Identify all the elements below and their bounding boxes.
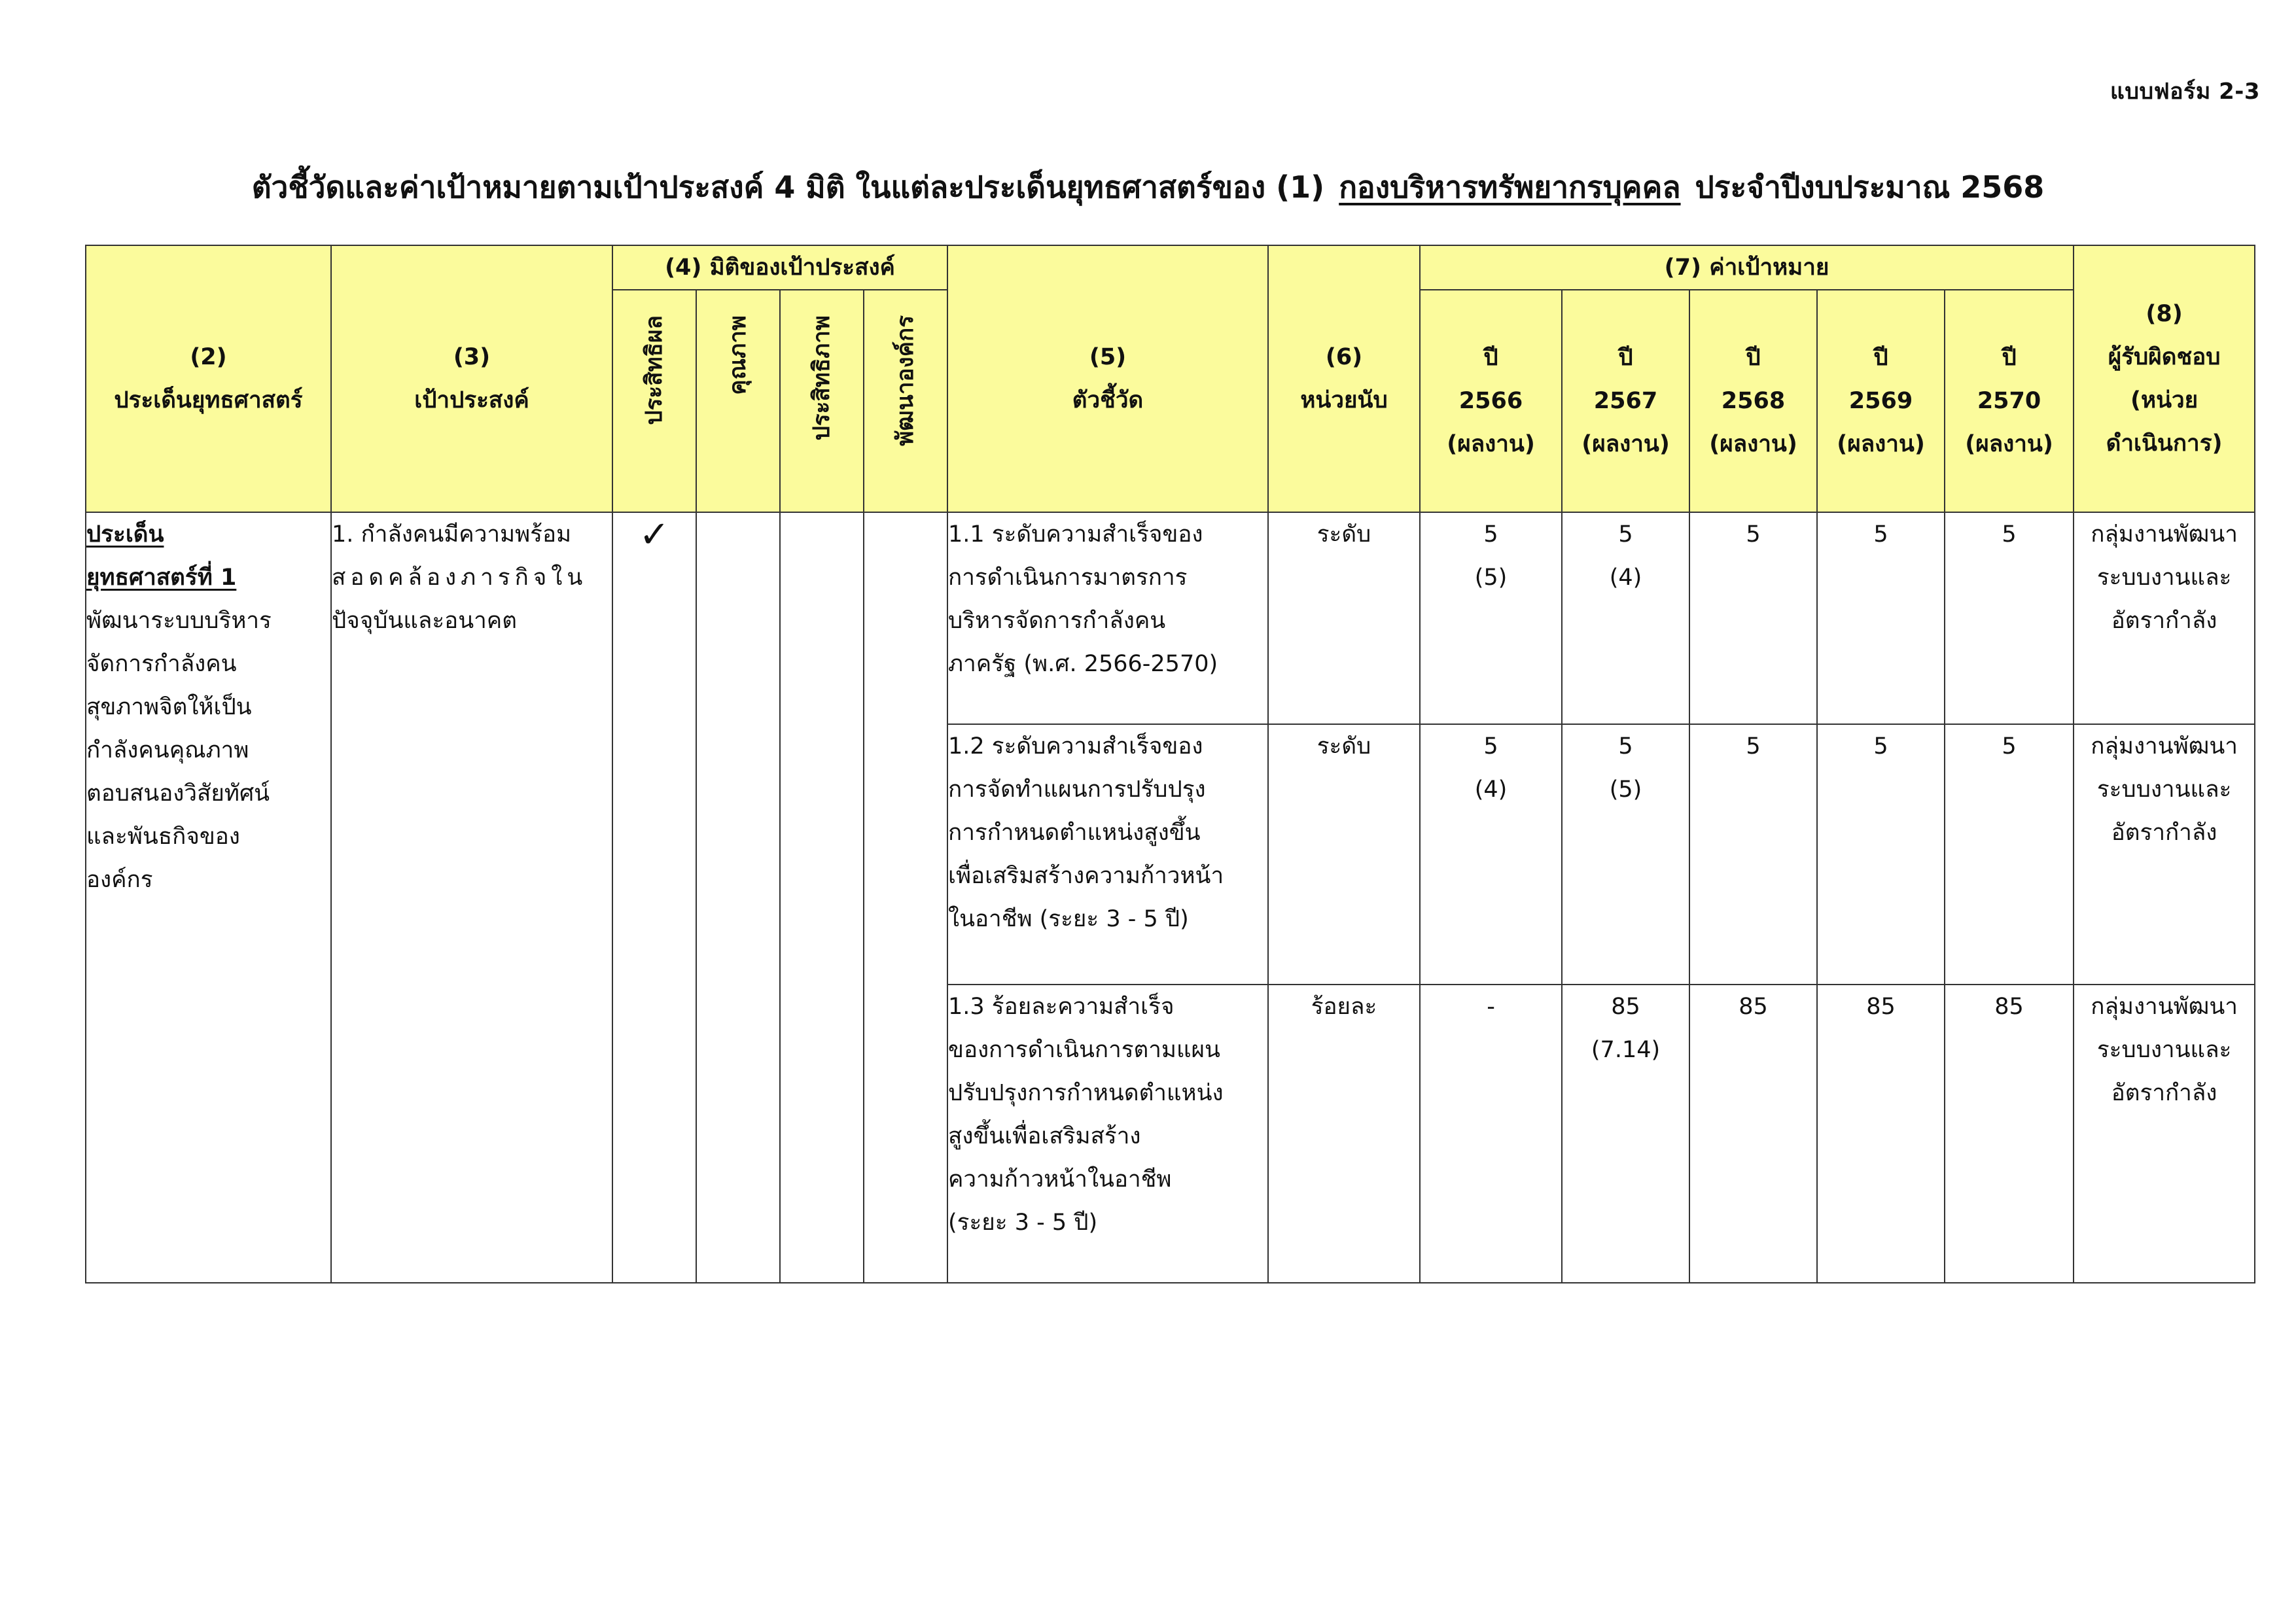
header-goal: (3) เป้าประสงค์ bbox=[331, 245, 612, 512]
kpi-table bbox=[85, 245, 2255, 1283]
table-row bbox=[86, 512, 2255, 724]
target-2569-cell: 5 bbox=[1817, 724, 1945, 985]
responsible-cell: กลุ่มงานพัฒนา ระบบงานและ อัตรากำลัง bbox=[2074, 985, 2255, 1283]
unit-cell: ระดับ bbox=[1268, 512, 1420, 724]
header-responsible: (8) ผู้รับผิดชอบ (หน่วย ดำเนินการ) bbox=[2074, 245, 2255, 512]
title-part-1: ตัวชี้วัดและค่าเป้าหมายตามเป้าประสงค์ 4 มิติ ในแต่ละประเด็นยุทธศาสตร์ของ (1) bbox=[251, 169, 1325, 205]
header-unit: (6) หน่วยนับ bbox=[1268, 245, 1420, 512]
target-2570-cell: 5 bbox=[1945, 724, 2074, 985]
target-2569-cell: 85 bbox=[1817, 985, 1945, 1283]
target-2567-cell: 5 (4) bbox=[1562, 512, 1689, 724]
target-2568-cell: 5 bbox=[1689, 724, 1817, 985]
header-year-2568: ปี 2568 (ผลงาน) bbox=[1689, 290, 1817, 512]
dimension-quality-cell bbox=[696, 512, 780, 1283]
dimension-effectiveness-cell bbox=[612, 512, 696, 1283]
target-2568-cell: 85 bbox=[1689, 985, 1817, 1283]
header-year-2566: ปี 2566 (ผลงาน) bbox=[1420, 290, 1562, 512]
responsible-cell: กลุ่มงานพัฒนา ระบบงานและ อัตรากำลัง bbox=[2074, 512, 2255, 724]
responsible-cell: กลุ่มงานพัฒนา ระบบงานและ อัตรากำลัง bbox=[2074, 724, 2255, 985]
header-indicator: (5) ตัวชี้วัด bbox=[947, 245, 1268, 512]
target-2566-cell: 5 (5) bbox=[1420, 512, 1562, 724]
indicator-cell: 1.3 ร้อยละความสำเร็จ ของการดำเนินการตามแผน ปรับปรุงการกำหนดตำแหน่ง สูงขึ้นเพื่อเสริมสร้าง ความก้าวหน้าในอาชีพ (ระยะ 3 - 5 ปี) bbox=[947, 985, 1268, 1283]
form-number: แบบฟอร์ม 2-3 bbox=[2110, 79, 2260, 105]
target-2566-cell: - bbox=[1420, 985, 1562, 1283]
header-dimension-efficiency: ประสิทธิภาพ bbox=[780, 290, 864, 512]
header-year-2567: ปี 2567 (ผลงาน) bbox=[1562, 290, 1689, 512]
document-title bbox=[0, 164, 2296, 211]
goal-cell: 1. กำลังคนมีความพร้อม สอดคล้องภารกิจใน ปัจจุบันและอนาคต bbox=[331, 512, 612, 1283]
target-2570-cell: 5 bbox=[1945, 512, 2074, 724]
header-dimension-quality: คุณภาพ bbox=[696, 290, 780, 512]
indicator-cell: 1.2 ระดับความสำเร็จของ การจัดทำแผนการปรับปรุง การกำหนดตำแหน่งสูงขึ้น เพื่อเสริมสร้างความก้าวหน้า ในอาชีพ (ระยะ 3 - 5 ปี) bbox=[947, 724, 1268, 985]
header-dimensions: (4) มิติของเป้าประสงค์ bbox=[612, 245, 947, 290]
target-2567-cell: 85 (7.14) bbox=[1562, 985, 1689, 1283]
dimension-efficiency-cell bbox=[780, 512, 864, 1283]
dimension-org-development-cell bbox=[864, 512, 947, 1283]
target-2570-cell: 85 bbox=[1945, 985, 2074, 1283]
indicator-cell: 1.1 ระดับความสำเร็จของ การดำเนินการมาตรการ บริหารจัดการกำลังคน ภาครัฐ (พ.ศ. 2566-2570) bbox=[947, 512, 1268, 724]
header-strategic-issue: (2) ประเด็นยุทธศาสตร์ bbox=[86, 245, 331, 512]
header-targets: (7) ค่าเป้าหมาย bbox=[1420, 245, 2074, 290]
header-year-2569: ปี 2569 (ผลงาน) bbox=[1817, 290, 1945, 512]
target-2569-cell: 5 bbox=[1817, 512, 1945, 724]
target-2567-cell: 5 (5) bbox=[1562, 724, 1689, 985]
unit-cell: ระดับ bbox=[1268, 724, 1420, 985]
header-dimension-effectiveness: ประสิทธิผล bbox=[612, 290, 696, 512]
strategic-issue-cell: ประเด็น ยุทธศาสตร์ที่ 1 พัฒนาระบบบริหาร จัดการกำลังคน สุขภาพจิตให้เป็น กำลังคนคุณภาพ ตอบสนองวิสัยทัศน์ และพันธกิจของ องค์กร bbox=[86, 512, 331, 1283]
unit-cell: ร้อยละ bbox=[1268, 985, 1420, 1283]
header-year-2570: ปี 2570 (ผลงาน) bbox=[1945, 290, 2074, 512]
title-part-2: ประจำปีงบประมาณ 2568 bbox=[1695, 169, 2045, 205]
title-unit-name: กองบริหารทรัพยากรบุคคล bbox=[1339, 169, 1681, 205]
target-2568-cell: 5 bbox=[1689, 512, 1817, 724]
target-2566-cell: 5 (4) bbox=[1420, 724, 1562, 985]
header-dimension-org-development: พัฒนาองค์กร bbox=[864, 290, 947, 512]
checkmark-icon: ✓ bbox=[639, 514, 670, 556]
